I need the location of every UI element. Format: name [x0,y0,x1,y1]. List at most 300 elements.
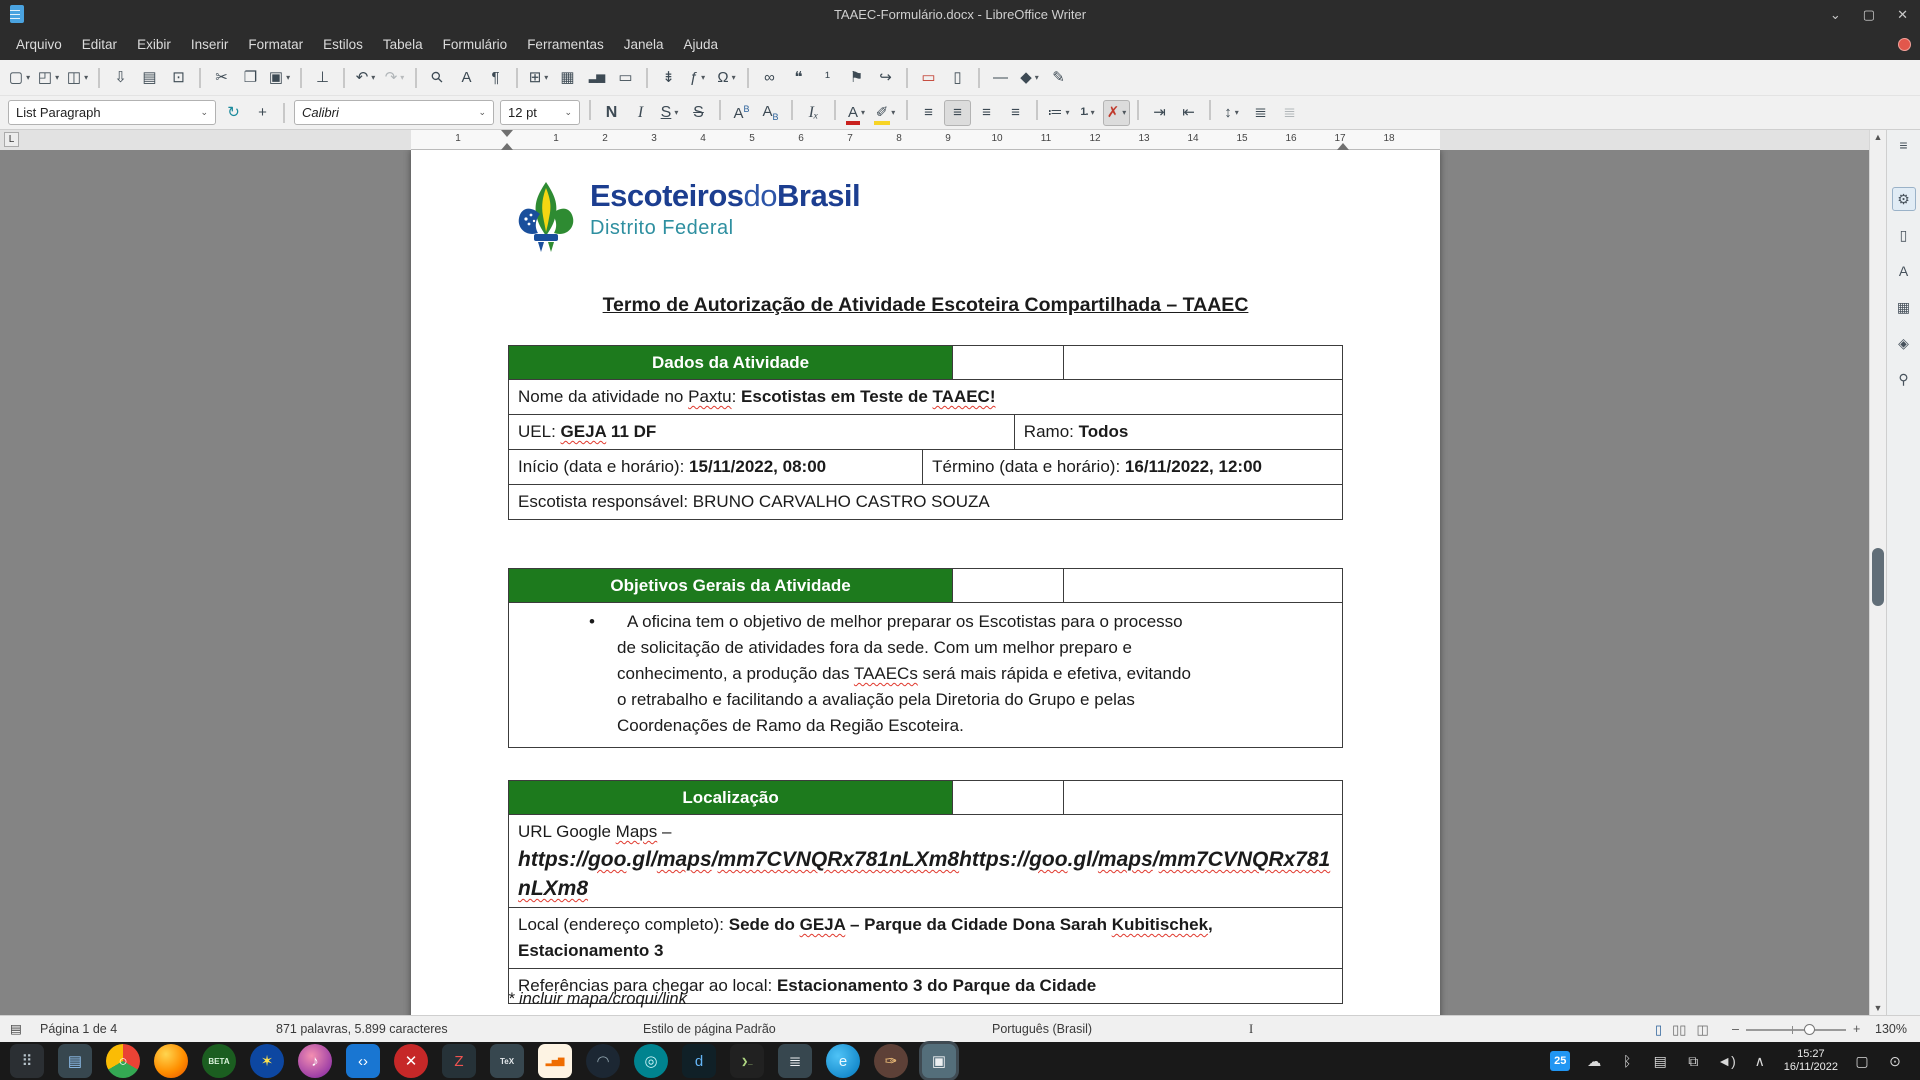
toolbar-button-glyph: ▭ [618,69,633,86]
scroll-up-arrow-icon[interactable]: ▲ [1873,132,1883,142]
menu-item[interactable]: Exibir [137,37,171,52]
launcher-icon[interactable]: ⠿ [10,1044,44,1078]
section-header-cell: Localização [509,781,952,814]
dropdown-arrow-icon[interactable]: ▾ [544,73,549,82]
cloud-sync-icon[interactable]: ☁ [1587,1052,1602,1069]
toolbar-button [199,68,201,88]
toolbar-button-glyph: ↕ [1224,104,1232,121]
insert-image-button[interactable] [554,65,581,91]
toolbar-button-glyph: A B [762,104,778,122]
toolbar-button-glyph: Iₓ [808,103,819,121]
chevron-down-icon[interactable]: ⌄ [564,107,572,117]
fleur-de-lis-icon [514,178,578,264]
zoom-notch [1792,1026,1793,1034]
book-view-button[interactable]: ◫ [1696,1022,1709,1037]
toolbar-button-glyph: ⊥ [315,69,330,86]
menu-item[interactable]: Arquivo [16,37,62,52]
increase-indent-button[interactable] [1146,100,1173,126]
text-run: Todos [1078,422,1129,441]
sidebar-tab-strip [1886,130,1920,1015]
termino-cell[interactable] [922,450,1342,484]
text-run: Maps [615,822,658,841]
toolbar-button-glyph: ✎ [1052,69,1065,86]
formatting-marks-button[interactable] [482,65,509,91]
toolbar-button-glyph: A [461,69,472,86]
clock-time: 15:27 [1797,1047,1825,1060]
no-list-button[interactable] [1103,100,1130,126]
ruler-number: 1 [553,133,559,144]
clock[interactable] [1784,1048,1838,1074]
power-button[interactable]: ⊙ [1889,1052,1901,1069]
dropdown-arrow-icon[interactable]: ▾ [84,73,89,82]
paragraph-style-value: List Paragraph [16,105,101,120]
toolbar-button-glyph: N [605,103,618,121]
ruler-number: 10 [991,133,1003,144]
text-run: mm7CVNQRx781 [1158,848,1331,871]
paragraph-space-decrease-button[interactable] [1276,100,1303,126]
dropdown-arrow-icon[interactable]: ▾ [1122,108,1127,117]
superscript-button[interactable] [728,100,755,126]
text-run: Coordenações de Ramo da Região Escoteira. [617,716,964,735]
sidebar-page-tab[interactable]: ▯ [1899,226,1908,243]
empty-cell [1063,781,1342,814]
insert-hyperlink-button[interactable] [756,65,783,91]
text-run: – Parque da Cidade Dona Sarah [845,915,1112,934]
toolbar-button-glyph: ▦ [560,69,575,86]
vertical-scrollbar[interactable] [1869,130,1886,1015]
system-tray [1550,1048,1910,1074]
toolbar-button-glyph: ⚑ [849,69,864,86]
toolbar-button-glyph: A [847,104,858,121]
text-run: 15/11/2022, 08:00 [689,457,827,476]
document-modified-icon[interactable]: ▤ [10,1022,22,1036]
text-run: A oficina tem o objetivo de melhor preparar os Escotistas para o processo [627,612,1183,631]
draw-app-icon[interactable]: ✑ [874,1044,908,1078]
notification-badge[interactable]: 25 [1550,1051,1570,1071]
text-run: TAAECs [853,664,918,683]
localizacao-table [508,780,1343,1004]
format-button [1036,100,1038,120]
single-page-view-button[interactable]: ▯ [1655,1022,1663,1037]
tab-stop-selector[interactable]: L [4,132,19,147]
insert-table-button[interactable] [525,65,552,91]
ruler-number: 2 [602,133,608,144]
local-endereco-cell[interactable] [509,908,1342,968]
insert-textbox-button[interactable] [612,65,639,91]
open-button[interactable] [35,65,62,91]
dropdown-arrow-icon[interactable]: ▾ [891,108,896,117]
nome-atividade-cell[interactable] [509,380,1342,414]
url-google-maps-cell[interactable] [509,815,1342,907]
sidebar-navigator-tab[interactable]: ◈ [1898,334,1909,351]
toolbar-button-glyph: ⇤ [1182,104,1195,121]
underline-button[interactable] [656,100,683,126]
menu-item[interactable]: Ferramentas [527,37,604,52]
ruler-number: 4 [700,133,706,144]
dark-circle-app-icon[interactable]: ◠ [586,1044,620,1078]
text-run: – [657,822,672,841]
d-app-icon[interactable]: d [682,1044,716,1078]
toolbar-button-glyph: ≔ [1047,104,1063,121]
align-left-button[interactable] [915,100,942,126]
inicio-cell[interactable] [509,450,922,484]
scout-app-icon[interactable]: ✶ [250,1044,284,1078]
ruler-number: 9 [945,133,951,144]
text-run: / [1152,848,1159,871]
ruler-number: 12 [1089,133,1101,144]
teal-circle-app-icon[interactable]: ◎ [634,1044,668,1078]
list-bullet: • [589,612,595,631]
dropdown-arrow-icon[interactable]: ▾ [1234,108,1239,117]
ruler-number: 8 [896,133,902,144]
volume-icon[interactable]: ◄) [1717,1053,1736,1069]
toolbar-button [646,68,648,88]
toolbar-button [978,68,980,88]
taskbar [0,1042,1920,1080]
toolbar-button-glyph: ƒ [689,69,699,86]
objetivos-body-cell[interactable] [509,603,1342,747]
document-canvas[interactable] [0,150,1869,1015]
page-style-status[interactable]: Estilo de página Padrão [643,1022,776,1036]
dropdown-arrow-icon[interactable]: ▾ [731,73,736,82]
writer-window-icon[interactable]: ▣ [922,1044,956,1078]
escotista-responsavel-cell[interactable] [509,485,1342,519]
settings-app-icon[interactable]: ≣ [778,1044,812,1078]
toolbar-button-glyph: ↪ [879,69,892,86]
italic-button[interactable] [627,100,654,126]
unordered-list-button[interactable] [1045,100,1072,126]
file-manager-icon[interactable]: ▤ [58,1044,92,1078]
ruler-number: 18 [1383,133,1395,144]
empty-cell [952,781,1063,814]
text-run: conhecimento, a produção das [617,664,854,683]
standard-toolbar [0,60,1920,96]
toolbar-button-glyph: ≡ [1011,104,1020,121]
toolbar-button-glyph: ▤ [142,69,157,86]
horizontal-ruler[interactable] [0,130,1869,150]
text-run: GEJA [560,422,607,441]
paragraph-space-increase-button[interactable] [1247,100,1274,126]
text-run: Término (data e horário): [932,457,1125,476]
toolbar-button-glyph: + [258,104,267,121]
chevron-down-icon[interactable]: ⌄ [200,107,208,117]
insert-chart-button[interactable] [583,65,610,91]
media-app-icon[interactable]: ♪ [298,1044,332,1078]
ruler-number: 16 [1285,133,1297,144]
line-spacing-button[interactable] [1218,100,1245,126]
insert-field-button[interactable] [684,65,711,91]
menu-item[interactable]: Estilos [323,37,363,52]
sidebar-inspector-tab[interactable]: ⚲ [1898,370,1909,387]
sidebar-settings-icon[interactable]: ≡ [1899,137,1908,153]
firefox-icon[interactable] [154,1044,188,1078]
menu-item[interactable]: Editar [81,37,118,52]
text-run: mm7CVNQRx781nLXm8 [717,848,960,871]
zoom-out-button[interactable]: – [1732,1022,1739,1036]
titlebar [0,0,1920,29]
draw-functions-button[interactable] [1045,65,1072,91]
bluetooth-icon[interactable]: ᛒ [1623,1053,1632,1069]
paragraph-style-combobox[interactable] [8,100,216,125]
format-button [791,100,793,120]
toolbar-button [98,68,100,88]
align-right-button[interactable] [973,100,1000,126]
highlight-color-button[interactable] [872,100,899,126]
text-run: goo [1029,848,1068,871]
menu-item[interactable]: Formatar [248,37,304,52]
scrollbar-thumb[interactable] [1872,548,1884,606]
toolbar-button-glyph: ↶ [355,69,369,86]
dropdown-arrow-icon[interactable]: ▾ [400,73,405,82]
cross-reference-button[interactable] [872,65,899,91]
copy-button[interactable] [237,65,264,91]
red-x-app-icon[interactable]: ✕ [394,1044,428,1078]
page-break-button[interactable] [655,65,682,91]
section-header-cell: Dados da Atividade [509,346,952,379]
section-header-cell: Objetivos Gerais da Atividade [509,569,952,602]
edge-app-icon[interactable]: e [826,1044,860,1078]
clone-formatting-button[interactable] [309,65,336,91]
uel-cell[interactable] [509,415,1014,449]
maximize-button[interactable]: ▢ [1862,6,1876,22]
toolbar-button-glyph: ∞ [764,69,775,86]
minimize-button[interactable]: ⌄ [1829,6,1841,22]
format-button [834,100,836,120]
toolbar-button-glyph: ⊞ [528,69,542,86]
menu-item[interactable]: Inserir [190,37,229,52]
z-app-icon[interactable]: Z [442,1044,476,1078]
text-run: / [711,848,718,871]
toolbar-button-glyph: ¶ [491,69,500,86]
ruler-number: 7 [847,133,853,144]
tex-app-icon[interactable]: TeX [490,1044,524,1078]
chrome-icon[interactable]: ○ [106,1044,140,1078]
toolbar-button-glyph: ❝ [794,69,803,86]
format-button [719,100,721,120]
insert-line-button[interactable] [987,65,1014,91]
text-run: nLXm8 [518,877,589,900]
font-color-button[interactable] [843,100,870,126]
print-button[interactable] [136,65,163,91]
toolbar-button-glyph: ↷ [384,69,398,86]
update-style-button[interactable] [220,100,247,126]
redo-button[interactable] [381,65,408,91]
document-heading: Termo de Autorização de Atividade Escoteira Compartilhada – TAAEC [602,294,1249,316]
toolbar-button [747,68,749,88]
toolbar-button-glyph: ◰ [37,69,53,86]
subscript-button[interactable] [757,100,784,126]
text-run: URL Google [518,822,616,841]
menu-item[interactable]: Janela [623,37,664,52]
dropdown-arrow-icon[interactable]: ▾ [674,108,679,117]
toolbar-separator [283,103,285,123]
show-desktop-button[interactable]: ▢ [1855,1052,1869,1069]
toolbar-button-glyph: — [993,69,1008,86]
zoom-in-button[interactable]: + [1852,1022,1861,1036]
toolbar-button-glyph: ✗ [1106,104,1120,121]
ordered-list-button[interactable] [1074,100,1101,126]
zoom-slider[interactable] [1746,1029,1846,1031]
toolbar-button [906,68,908,88]
spelling-button[interactable] [453,65,480,91]
text-run: será mais rápida e efetiva, evitando [917,664,1191,683]
text-run: UEL: [518,422,561,441]
special-character-button[interactable] [713,65,740,91]
toolbar-button-glyph: ¹ [825,69,830,86]
sidebar-properties-tab[interactable]: ⚙ [1892,187,1916,211]
expand-tray-chevron-icon[interactable]: ∧ [1754,1052,1765,1069]
code-app-icon[interactable]: ‹› [346,1044,380,1078]
ruler-number: 13 [1138,133,1150,144]
ruler-number: 6 [798,133,804,144]
text-run: Estacionamento 3 do Parque da Cidade [776,976,1097,995]
bold-button[interactable] [598,100,625,126]
scroll-down-arrow-icon[interactable]: ▼ [1873,1003,1883,1013]
display-network-icon[interactable]: ⧉ [1688,1052,1699,1069]
toolbar-button-glyph: ▂▅ [589,71,604,83]
format-button [1137,100,1139,120]
zoom-level-status[interactable]: 130% [1875,1022,1907,1036]
menu-item[interactable]: Tabela [382,37,423,52]
format-button [1209,100,1211,120]
undo-button[interactable] [352,65,379,91]
first-line-indent-marker[interactable] [501,130,513,137]
text-run: Sede do [728,915,800,934]
toolbar-button-glyph: I [637,103,644,121]
ramo-cell[interactable] [1014,415,1342,449]
formatting-toolbar [0,96,1920,130]
track-changes-button[interactable] [915,65,942,91]
toolbar-button-glyph: ✂ [215,69,228,86]
window-title: TAAEC-Formulário.docx - LibreOffice Writer [833,7,1087,22]
print-preview-button[interactable] [165,65,192,91]
right-indent-marker[interactable] [1337,143,1349,150]
text-run: Kubitischek [1111,915,1209,934]
empty-cell [952,569,1063,602]
document-page[interactable] [411,150,1440,1015]
toolbar-button-glyph: ⇟ [662,69,675,86]
toolbar-button-glyph: ✐ [875,104,889,121]
dropdown-arrow-icon[interactable]: ▾ [1090,108,1095,117]
text-run: maps [1097,848,1153,871]
toolbar-button-glyph: ⊡ [172,69,185,86]
logo-brand-text: EscoteirosdoBrasil [590,178,861,213]
justify-button[interactable] [1002,100,1029,126]
font-name-value: Calibri [302,105,339,120]
dropdown-arrow-icon[interactable]: ▾ [1065,108,1070,117]
chevron-down-icon[interactable]: ⌄ [478,107,486,117]
text-run: .gl/ [1067,848,1098,871]
page-number-status[interactable]: Página 1 de 4 [40,1022,118,1036]
dropdown-arrow-icon[interactable]: ▾ [55,73,60,82]
clear-formatting-button[interactable] [800,100,827,126]
menu-item[interactable]: Ajuda [683,37,719,52]
ruler-number: 17 [1334,133,1346,144]
cut-button[interactable] [208,65,235,91]
insert-bookmark-button[interactable] [843,65,870,91]
toolbar-button-glyph: ◫ [66,69,82,86]
insert-mode-icon[interactable]: I [1249,1022,1254,1036]
update-notification-icon[interactable] [1898,38,1911,51]
find-replace-button[interactable] [424,65,451,91]
new-document-button[interactable] [6,65,33,91]
save-button[interactable] [64,65,91,91]
text-run: Início (data e horário): [518,457,690,476]
font-name-combobox[interactable] [294,100,494,125]
toolbar-button-glyph: 1. [1080,106,1088,118]
text-run: goo [587,848,627,871]
menu-item[interactable]: Formulário [442,37,508,52]
toolbar-button-glyph: ⇩ [114,69,127,86]
beta-app-icon[interactable]: BETA [202,1044,236,1078]
ruler-number: 15 [1236,133,1248,144]
insert-comment-button[interactable] [785,65,812,91]
toolbar-button-glyph: ▯ [953,69,962,86]
toolbar-button-glyph: Ω [717,69,729,86]
toolbar-button-glyph: A B [733,105,749,121]
sidebar-styles-tab[interactable]: A [1898,263,1909,279]
logo-subtitle: Distrito Federal [590,217,734,239]
escoteiros-do-brasil-logo [514,178,860,264]
word-count-status[interactable]: 871 palavras, 5.899 caracteres [276,1022,448,1036]
dropdown-arrow-icon[interactable]: ▾ [1034,73,1039,82]
insert-footnote-button[interactable] [814,65,841,91]
toolbar-button-glyph: S [693,103,704,121]
basic-shapes-button[interactable] [1016,65,1043,91]
export-pdf-button[interactable] [107,65,134,91]
empty-cell [1063,569,1342,602]
text-run: Escotistas em Teste de [741,387,933,406]
font-size-combobox[interactable] [500,100,580,125]
chart-app-icon[interactable]: ▂▅▇ [538,1044,572,1078]
strikethrough-button[interactable] [685,100,712,126]
dropdown-arrow-icon[interactable]: ▾ [701,73,706,82]
dados-da-atividade-table [508,345,1343,520]
show-changes-button[interactable] [944,65,971,91]
toolbar-button-glyph: ≣ [1283,104,1296,121]
toolbar-button-glyph: ▢ [8,69,24,86]
close-button[interactable]: ✕ [1897,6,1908,22]
zoom-slider-handle[interactable] [1804,1024,1815,1035]
new-style-button[interactable] [249,100,276,126]
text-run: Ramo: [1023,422,1079,441]
dropdown-arrow-icon[interactable]: ▾ [26,73,31,82]
text-run: , [1208,915,1213,934]
toolbar-button-glyph: ⚲ [427,67,448,88]
text-run: de solicitação de atividades fora da sede. Com um melhor preparo e [617,638,1133,657]
toolbar-button-glyph: ≡ [982,104,991,121]
decrease-indent-button[interactable] [1175,100,1202,126]
dropdown-arrow-icon[interactable]: ▾ [371,73,376,82]
sidebar-gallery-tab[interactable]: ▦ [1896,298,1911,315]
ruler-pre-number: 1 [455,133,461,144]
paste-button[interactable] [266,65,293,91]
usb-device-icon[interactable]: ▤ [1653,1052,1667,1069]
empty-cell [952,346,1063,379]
format-button [589,100,591,120]
dropdown-arrow-icon[interactable]: ▾ [861,108,866,117]
multi-page-view-button[interactable]: ▯▯ [1672,1022,1687,1037]
toolbar-button-glyph: ≡ [953,104,962,121]
text-run: Local (endereço completo): [518,915,729,934]
language-status[interactable]: Português (Brasil) [992,1022,1093,1036]
terminal-icon[interactable]: ❯_ [730,1044,764,1078]
text-run: 16/11/2022, 12:00 [1124,457,1262,476]
align-center-button[interactable] [944,100,971,126]
toolbar-button-glyph: S [660,103,672,121]
dropdown-arrow-icon[interactable]: ▾ [286,73,291,82]
left-indent-marker[interactable] [501,143,513,150]
